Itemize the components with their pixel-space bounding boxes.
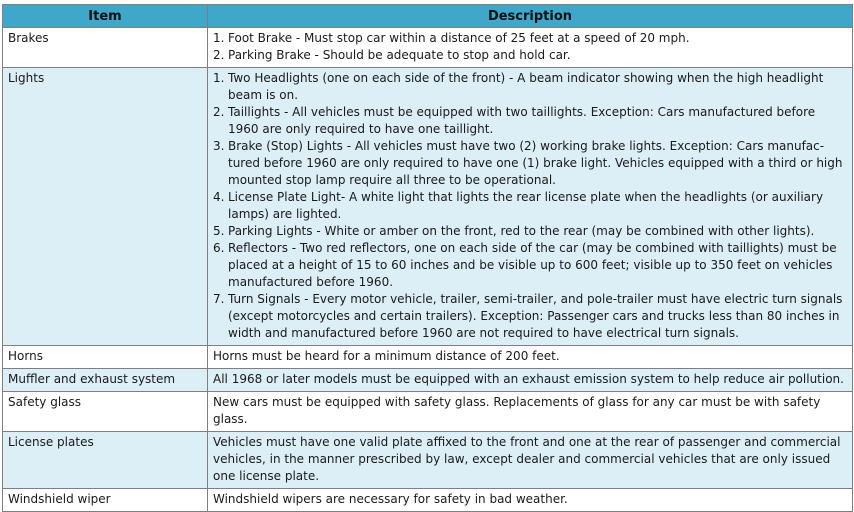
- description-cell: [208, 68, 853, 346]
- list-item: 5. Parking Lights - White or amber on the front, red to the rear (may be combined with other lights).: [213, 224, 815, 238]
- header-row: [3, 5, 853, 28]
- list-item-text: Two Headlights (one on each side of the front) - A beam indicator showing when the high headlight beam is on.: [228, 71, 824, 102]
- list-item: 2. Taillights - All vehicles must be equipped with two taillights. Exception: Cars manufactured before 1960 are only required to have one taillight.: [213, 105, 816, 136]
- list-item: 1. Two Headlights (one on each side of the front) - A beam indicator showing when the high headlight beam is on.: [213, 71, 824, 102]
- item-cell: Horns: [3, 346, 208, 369]
- header-item: Item: [3, 5, 208, 28]
- item-cell: Lights: [3, 68, 208, 346]
- table-row-brakes: [3, 28, 853, 68]
- item-cell: Muffler and exhaust system: [3, 369, 208, 392]
- description-cell: New cars must be equipped with safety glass. Replacements of glass for any car must be with safety glass.: [208, 392, 853, 432]
- table-row-horns: [3, 346, 853, 369]
- item-cell: License plates: [3, 432, 208, 489]
- table-row-windshield-wiper: [3, 489, 853, 512]
- table-row-lights: [3, 68, 853, 346]
- list-item: 4. License Plate Light- A white light that lights the rear license plate when the headlights (or auxiliary lamps) are lighted.: [213, 190, 824, 221]
- description-list: [213, 70, 848, 342]
- list-item-text: Parking Brake - Should be adequate to stop and hold car.: [228, 48, 571, 62]
- list-item-text: Brake (Stop) Lights - All vehicles must have two (2) working brake lights. Exception: Cars manufac-tured before 1960 are only required to have one (1) brake light. Vehicles equipped with a third or high mounted stop lamp require all three to be operational.: [228, 139, 843, 187]
- list-item: 2. Parking Brake - Should be adequate to stop and hold car.: [213, 48, 571, 62]
- list-item-text: Turn Signals - Every motor vehicle, trailer, semi-trailer, and pole-trailer must have electric turn signals (except motorcycles and certain trailers). Exception: Passenger cars and trucks less than 80 inches in width and manufactured before 1960 are not required to have electrical turn signals.: [228, 292, 843, 340]
- list-item-text: License Plate Light- A white light that lights the rear license plate when the headlights (or auxiliary lamps) are lighted.: [228, 190, 824, 221]
- item-cell: Windshield wiper: [3, 489, 208, 512]
- item-cell: Safety glass: [3, 392, 208, 432]
- list-item: 6. Reflectors - Two red reflectors, one on each side of the car (may be combined with taillights) must be placed at a height of 15 to 60 inches and be visible up to 600 feet; visible up to 350 feet on vehicles manufactured before 1960.: [213, 241, 837, 289]
- list-item-text: Taillights - All vehicles must be equipped with two taillights. Exception: Cars manufactured before 1960 are only required to have one taillight.: [228, 105, 816, 136]
- list-item-text: Foot Brake - Must stop car within a distance of 25 feet at a speed of 20 mph.: [228, 31, 690, 45]
- item-cell: Brakes: [3, 28, 208, 68]
- description-list: [213, 30, 848, 64]
- description-cell: Vehicles must have one valid plate affixed to the front and one at the rear of passenger and commercial vehicles, in the manner prescribed by law, except dealer and commercial vehicles that are only issued one license plate.: [208, 432, 853, 489]
- list-item: 3. Brake (Stop) Lights - All vehicles must have two (2) working brake lights. Exception: Cars manufac-tured before 1960 are only required to have one (1) brake light. Vehicles equipped with a third or high mounted stop lamp require all three to be operational.: [213, 139, 843, 187]
- description-cell: Windshield wipers are necessary for safety in bad weather.: [208, 489, 853, 512]
- table-row-license-plates: [3, 432, 853, 489]
- equipment-requirements-table: [2, 4, 853, 512]
- list-item: 7. Turn Signals - Every motor vehicle, trailer, semi-trailer, and pole-trailer must have electric turn signals (except motorcycles and certain trailers). Exception: Passenger cars and trucks less than 80 inches in width and manufactured before 1960 are not required to have electrical turn signals.: [213, 292, 843, 340]
- description-cell: All 1968 or later models must be equipped with an exhaust emission system to help reduce air pollution.: [208, 369, 853, 392]
- description-cell: Horns must be heard for a minimum distance of 200 feet.: [208, 346, 853, 369]
- list-item-text: Parking Lights - White or amber on the front, red to the rear (may be combined with other lights).: [228, 224, 815, 238]
- list-item-text: Reflectors - Two red reflectors, one on each side of the car (may be combined with taillights) must be placed at a height of 15 to 60 inches and be visible up to 600 feet; visible up to 350 feet on vehicles manufactured before 1960.: [228, 241, 837, 289]
- table-row-safety-glass: [3, 392, 853, 432]
- header-description: Description: [208, 5, 853, 28]
- description-cell: [208, 28, 853, 68]
- list-item: 1. Foot Brake - Must stop car within a distance of 25 feet at a speed of 20 mph.: [213, 31, 690, 45]
- table-row-muffler: [3, 369, 853, 392]
